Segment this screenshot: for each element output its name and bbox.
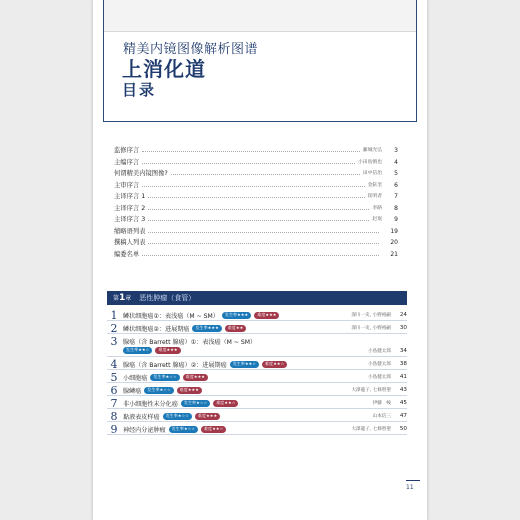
front-matter-page: 6 xyxy=(394,181,398,189)
front-matter-title: 主译序言 3 xyxy=(114,216,146,223)
frequency-badge: 发生率★☆☆ xyxy=(169,426,198,433)
entry-number: 8 xyxy=(110,410,118,423)
entry-page: 34 xyxy=(399,348,407,354)
entry-page: 38 xyxy=(399,361,407,367)
front-matter-author: 金鉉奎 xyxy=(367,182,382,188)
front-matter-list xyxy=(114,145,398,260)
chapter-header xyxy=(107,291,407,305)
front-matter-title: 监修序言 xyxy=(114,147,140,154)
chapter-title: 恶性肿瘤（食管） xyxy=(139,294,196,302)
difficulty-badge: 难度★★★ xyxy=(195,413,220,420)
dot-leader xyxy=(148,232,379,233)
entry-number: 2 xyxy=(110,322,118,335)
front-matter-author: 藤城光弘 xyxy=(362,148,382,153)
entry-author: 小島健太郎 xyxy=(368,375,391,380)
front-matter-page: 7 xyxy=(394,193,398,200)
entry-author: 大澤龍子, 七條智聖 xyxy=(351,427,391,432)
difficulty-badge: 难度★★★ xyxy=(254,312,279,319)
dot-leader xyxy=(171,174,360,175)
entry-title: 黏液表皮样癌 xyxy=(123,414,160,421)
entry-title: 神经内分泌肿瘤 xyxy=(123,427,166,434)
entry-page: 47 xyxy=(399,413,407,419)
front-matter-item[interactable] xyxy=(114,168,398,180)
entry-author: 深川一史, 小野裕嗣 xyxy=(351,313,391,318)
front-matter-page: 19 xyxy=(390,227,398,235)
toc-entry[interactable] xyxy=(107,383,407,396)
front-matter-title: 何谓精美内镜图像? xyxy=(114,170,168,177)
entry-number: 4 xyxy=(110,358,118,371)
front-matter-title: 主译序言 2 xyxy=(114,204,146,212)
dot-leader xyxy=(142,186,364,187)
frequency-badge: 发生率★☆☆ xyxy=(163,413,192,420)
dot-leader xyxy=(148,220,369,221)
entry-title: 非小细胞性未分化癌 xyxy=(123,401,178,408)
front-matter-title: 主编序言 xyxy=(114,158,140,166)
entry-number: 7 xyxy=(110,397,118,410)
difficulty-badge: 难度★★★ xyxy=(177,387,202,394)
toc-entry[interactable] xyxy=(107,308,407,321)
toc-entry[interactable] xyxy=(107,357,407,370)
front-matter-author: 赵珉 xyxy=(372,217,382,222)
chapter-entries xyxy=(107,308,407,435)
front-matter-author: 田中信治 xyxy=(362,171,382,176)
book-subtitle: 上消化道 xyxy=(122,57,206,81)
front-matter-page: 8 xyxy=(394,204,398,212)
front-matter-title: 撰稿人列表 xyxy=(114,239,146,246)
entry-author: 小島健太郎 xyxy=(368,349,391,354)
frequency-badge: 发生率★☆☆ xyxy=(181,400,210,407)
front-matter-page: 5 xyxy=(394,170,398,177)
toc-entry[interactable] xyxy=(107,396,407,409)
page-number: 11 xyxy=(406,484,414,491)
entry-title: 鳞状细胞癌②：进展期癌 xyxy=(123,326,190,333)
entry-page: 41 xyxy=(399,374,407,380)
entry-author: 山本信三 xyxy=(372,414,391,419)
dot-leader xyxy=(148,243,379,244)
front-matter-item[interactable] xyxy=(114,226,398,238)
entry-author: 伊藤 峻 xyxy=(372,401,391,406)
chapter-number: 第1章 xyxy=(113,293,132,303)
entry-title: 腺鳞癌 xyxy=(123,388,142,395)
front-matter-author: 李路 xyxy=(372,205,382,211)
entry-title: 小细胞癌 xyxy=(123,375,148,382)
front-matter-item[interactable] xyxy=(114,249,398,261)
difficulty-badge: 难度★★☆ xyxy=(262,361,287,368)
book-title: 精美内镜图像解析图谱 xyxy=(123,42,259,57)
entry-number: 1 xyxy=(110,309,118,322)
toc-entry[interactable] xyxy=(107,334,407,357)
dot-leader xyxy=(142,255,379,256)
entry-number: 9 xyxy=(110,423,118,436)
entry-page: 45 xyxy=(399,400,407,406)
entry-author: 小島健太郎 xyxy=(368,362,391,367)
front-matter-title: 缩略语列表 xyxy=(114,227,146,235)
frequency-badge: 发生率★☆☆ xyxy=(150,374,179,381)
front-matter-author: 小田島慎也 xyxy=(358,159,382,165)
front-matter-item[interactable] xyxy=(114,157,398,169)
front-matter-item[interactable] xyxy=(114,214,398,226)
front-matter-page: 21 xyxy=(390,250,398,258)
dot-leader xyxy=(148,209,369,210)
front-matter-item[interactable] xyxy=(114,203,398,215)
difficulty-badge: 难度★★☆ xyxy=(213,400,238,407)
page-number-rule xyxy=(406,480,420,481)
toc-heading: 目录 xyxy=(122,81,157,99)
difficulty-badge: 难度★★☆ xyxy=(201,426,226,433)
difficulty-badge: 难度★★★ xyxy=(155,347,180,354)
entry-page: 24 xyxy=(399,312,407,318)
entry-page: 30 xyxy=(399,325,407,331)
entry-page: 43 xyxy=(399,387,407,393)
entry-author: 深川一史, 小野裕嗣 xyxy=(351,326,391,331)
front-matter-page: 9 xyxy=(394,216,398,223)
dot-leader xyxy=(142,163,355,164)
entry-number: 6 xyxy=(110,384,118,397)
front-matter-title: 编委名单 xyxy=(114,250,140,258)
front-matter-item[interactable] xyxy=(114,191,398,203)
entry-page: 50 xyxy=(399,426,407,432)
toc-entry[interactable] xyxy=(107,370,407,383)
toc-entry[interactable] xyxy=(107,422,407,435)
frequency-badge: 发生率★★★ xyxy=(192,325,221,332)
toc-entry[interactable] xyxy=(107,321,407,334)
toc-entry[interactable] xyxy=(107,409,407,422)
front-matter-author: 崔明者 xyxy=(367,194,382,199)
front-matter-item[interactable] xyxy=(114,180,398,192)
frequency-badge: 发生率★★☆ xyxy=(123,347,152,354)
difficulty-badge: 难度★★★ xyxy=(183,374,208,381)
difficulty-badge: 难度★★ xyxy=(225,325,247,332)
front-matter-page: 20 xyxy=(390,239,398,246)
frequency-badge: 发生率★★★ xyxy=(222,312,251,319)
entry-author: 大澤龍子, 七條智聖 xyxy=(351,388,391,393)
front-matter-page: 3 xyxy=(394,147,398,154)
frequency-badge: 发生率★☆☆ xyxy=(144,387,173,394)
dot-leader xyxy=(148,197,364,198)
front-matter-item[interactable] xyxy=(114,237,398,249)
entry-title: 腺癌（含 Barrett 腺癌）①：表浅癌（M ~ SM） xyxy=(123,339,257,346)
front-matter-title: 主译序言 1 xyxy=(114,193,146,200)
frequency-badge: 发生率★★☆ xyxy=(230,361,259,368)
dot-leader xyxy=(142,151,360,152)
entry-title: 鳞状细胞癌①：表浅癌（M ~ SM） xyxy=(123,313,219,320)
book-page xyxy=(93,0,427,520)
front-matter-item[interactable] xyxy=(114,145,398,157)
entry-number: 5 xyxy=(110,371,118,384)
entry-title: 腺癌（含 Barrett 腺癌）②：进展期癌 xyxy=(123,362,227,369)
entry-number: 3 xyxy=(110,335,118,348)
front-matter-title: 主审序言 xyxy=(114,181,140,189)
front-matter-page: 4 xyxy=(394,158,398,166)
